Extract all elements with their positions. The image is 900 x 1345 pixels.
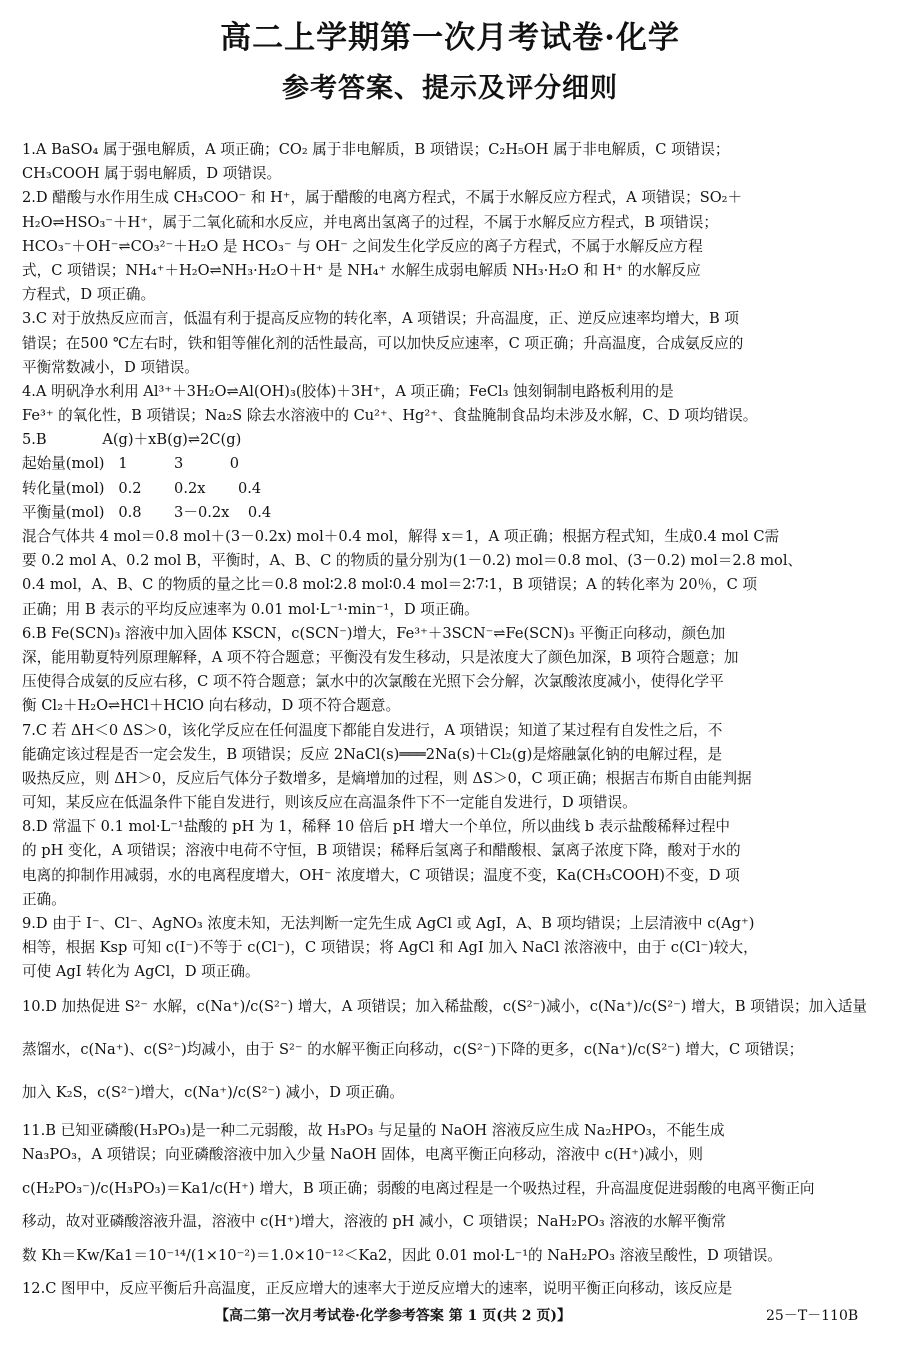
answer-line: 电离的抑制作用减弱，水的电离程度增大，OH⁻ 浓度增大，C 项错误；温度不变，Ka(CH₃COOH)不变，D 项: [22, 866, 740, 884]
answer-line: 2.D 醋酸与水作用生成 CH₃COO⁻ 和 H⁺，属于醋酸的电离方程式，不属于水解反应方程式，A 项错误；SO₂＋: [22, 189, 743, 207]
answer-line: 的 pH 变化，A 项错误；溶液中电荷不守恒，B 项错误；稀释后氢离子和醋酸根、氯离子浓度下降，酸对于水的: [22, 842, 741, 860]
answer-line: 5.B A(g)＋xB(g)⇌2C(g): [22, 431, 242, 449]
answer-line: 式，C 项错误；NH₄⁺＋H₂O⇌NH₃·H₂O＋H⁺ 是 NH₄⁺ 水解生成弱电解质 NH₃·H₂O 和 H⁺ 的水解反应: [22, 261, 701, 279]
answer-line: 混合气体共 4 mol＝0.8 mol＋(3－0.2x) mol＋0.4 mol，解得 x＝1，A 项正确；根据方程式知，生成0.4 mol C需: [22, 528, 780, 545]
answer-line: 蒸馏水，c(Na⁺)、c(S²⁻)均减小，由于 S²⁻ 的水解平衡正向移动，c(S²⁻)下降的更多，c(Na⁺)/c(S²⁻) 增大，C 项错误；: [22, 1040, 804, 1058]
answer-line: HCO₃⁻＋OH⁻⇌CO₃²⁻＋H₂O 是 HCO₃⁻ 与 OH⁻ 之间发生化学反应的离子方程式，不属于水解反应方程: [22, 237, 703, 255]
answer-line: 平衡常数减小，D 项错误。: [22, 358, 199, 376]
answer-line: H₂O⇌HSO₃⁻＋H⁺，属于二氧化硫和水反应，并电离出氢离子的过程，不属于水解反应方程式，B 项错误；: [22, 213, 718, 231]
answer-line: 方程式，D 项正确。: [22, 286, 156, 304]
answer-body: [22, 138, 882, 1301]
answer-line: 11.B 已知亚磷酸(H₃PO₃)是一种二元弱酸，故 H₃PO₃ 与足量的 NaOH 溶液反应生成 Na₂HPO₃，不能生成: [22, 1121, 725, 1139]
footer-page-info: 【高二第一次月考试卷·化学参考答案 第 1 页(共 2 页)】: [215, 1308, 571, 1324]
answer-line: 吸热反应，则 ΔH＞0，反应后气体分子数增多，是熵增加的过程，则 ΔS＞0，C 项正确；根据吉布斯自由能判据: [22, 769, 752, 787]
answer-line: 可使 AgI 转化为 AgCl，D 项正确。: [22, 963, 260, 981]
answer-line: 起始量(mol) 1 3 0: [22, 455, 240, 473]
answer-line: 9.D 由于 I⁻、Cl⁻、AgNO₃ 浓度未知，无法判断一定先生成 AgCl 或 AgI，A、B 项均错误；上层清液中 c(Ag⁺): [22, 915, 755, 932]
answer-line: 转化量(mol) 0.2 0.2x 0.4: [22, 479, 262, 497]
answer-line: 要 0.2 mol A、0.2 mol B，平衡时，A、B、C 的物质的量分别为(1－0.2) mol＝0.8 mol、(3－0.2) mol＝2.8 mol、: [22, 552, 803, 570]
footer-code: 25－T－110B: [766, 1308, 859, 1324]
answer-line: 8.D 常温下 0.1 mol·L⁻¹盐酸的 pH 为 1，稀释 10 倍后 pH 增大一个单位，所以曲线 b 表示盐酸稀释过程中: [22, 818, 731, 836]
answer-line: 1.A BaSO₄ 属于强电解质，A 项正确；CO₂ 属于非电解质，B 项错误；C₂H₅OH 属于非电解质，C 项错误；: [22, 141, 730, 158]
page-title: 高二上学期第一次月考试卷·化学: [220, 20, 680, 56]
answer-line: 衡 Cl₂＋H₂O⇌HCl＋HClO 向右移动，D 项不符合题意。: [22, 697, 401, 715]
answer-line: 可知，某反应在低温条件下能自发进行，则该反应在高温条件下不一定能自发进行，D 项错误。: [22, 794, 637, 812]
answer-line: 能确定该过程是否一定会发生，B 项错误；反应 2NaCl(s)═══2Na(s)＋Cl₂(g)是熔融氯化钠的电解过程，是: [22, 745, 723, 763]
answer-line: 平衡量(mol) 0.8 3－0.2x 0.4: [22, 503, 272, 521]
answer-line: 深，能用勒夏特列原理解释，A 项不符合题意；平衡没有发生移动，只是浓度大了颜色加深，B 项符合题意；加: [22, 648, 739, 666]
page-subtitle: 参考答案、提示及评分细则: [282, 73, 618, 104]
answer-line: 10.D 加热促进 S²⁻ 水解，c(Na⁺)/c(S²⁻) 增大，A 项错误；加入稀盐酸，c(S²⁻)减小，c(Na⁺)/c(S²⁻) 增大，B 项错误；加入适量: [22, 997, 868, 1015]
answer-line: 加入 K₂S，c(S²⁻)增大，c(Na⁺)/c(S²⁻) 减小，D 项正确。: [22, 1083, 404, 1101]
answer-line: c(H₂PO₃⁻)/c(H₃PO₃)＝Ka1/c(H⁺) 增大，B 项正确；弱酸的电离过程是一个吸热过程，升高温度促进弱酸的电离平衡正向: [22, 1179, 815, 1197]
answer-line: 正确。: [22, 890, 66, 908]
answer-line: 12.C 图甲中，反应平衡后升高温度，正反应增大的速率大于逆反应增大的速率，说明平衡正向移动，该反应是: [22, 1280, 733, 1298]
answer-line: 正确；用 B 表示的平均反应速率为 0.01 mol·L⁻¹·min⁻¹，D 项正确。: [22, 600, 479, 618]
answer-line: Na₃PO₃，A 项错误；向亚磷酸溶液中加入少量 NaOH 固体，电离平衡正向移动，溶液中 c(H⁺)减小，则: [22, 1145, 703, 1163]
answer-line: 移动，故对亚磷酸溶液升温，溶液中 c(H⁺)增大，溶液的 pH 减小，C 项错误；NaH₂PO₃ 溶液的水解平衡常: [22, 1212, 727, 1230]
answer-line: 0.4 mol，A、B、C 的物质的量之比＝0.8 mol∶2.8 mol∶0.4 mol＝2∶7∶1，B 项错误；A 的转化率为 20％，C 项: [22, 576, 758, 594]
answer-line: 3.C 对于放热反应而言，低温有利于提高反应物的转化率，A 项错误；升高温度，正、逆反应速率均增大，B 项: [22, 310, 739, 328]
answer-line: 7.C 若 ΔH＜0 ΔS＞0，该化学反应在任何温度下都能自发进行，A 项错误；知道了某过程有自发性之后，不: [22, 721, 723, 739]
answer-line: 错误；在500 ℃左右时，铁和钼等催化剂的活性最高，可以加快反应速率，C 项正确；升高温度，合成氨反应的: [22, 334, 744, 352]
answer-line: 相等，根据 Ksp 可知 c(I⁻)不等于 c(Cl⁻)，C 项错误；将 AgCl 和 AgI 加入 NaCl 浓溶液中，由于 c(Cl⁻)较大，: [22, 939, 758, 957]
answer-line: 6.B Fe(SCN)₃ 溶液中加入固体 KSCN，c(SCN⁻)增大，Fe³⁺＋3SCN⁻⇌Fe(SCN)₃ 平衡正向移动，颜色加: [22, 624, 726, 642]
answer-line: 4.A 明矾净水利用 Al³⁺＋3H₂O⇌Al(OH)₃(胶体)＋3H⁺，A 项正确；FeCl₃ 蚀刻铜制电路板利用的是: [22, 382, 674, 400]
answer-line: Fe³⁺ 的氧化性，B 项错误；Na₂S 除去水溶液中的 Cu²⁺、Hg²⁺、食盐腌制食品均未涉及水解，C、D 项均错误。: [22, 407, 758, 425]
answer-line: 数 Kh＝Kw/Ka1＝10⁻¹⁴/(1×10⁻²)＝1.0×10⁻¹²＜Ka2，因此 0.01 mol·L⁻¹的 NaH₂PO₃ 溶液呈酸性，D 项错误。: [22, 1247, 782, 1265]
answer-line: 压使得合成氨的反应右移，C 项不符合题意；氯水中的次氯酸在光照下会分解，次氯酸浓度减小，使得化学平: [22, 673, 724, 691]
answer-line: CH₃COOH 属于弱电解质，D 项错误。: [22, 165, 282, 183]
